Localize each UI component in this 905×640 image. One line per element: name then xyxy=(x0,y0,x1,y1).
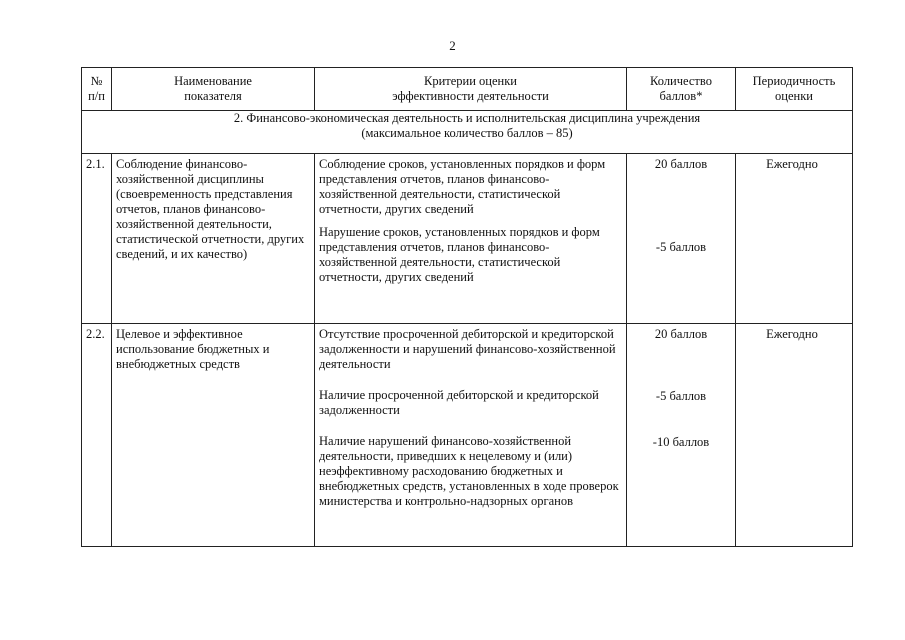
criterion-points: -5 баллов xyxy=(655,240,707,254)
header-row xyxy=(82,68,853,111)
criterion-points: -5 баллов xyxy=(655,389,707,403)
criteria-cell xyxy=(315,324,627,547)
header-criteria: Критерии оценки эффективности деятельности xyxy=(315,68,627,111)
criterion-points: 20 баллов xyxy=(654,157,708,171)
criteria-table xyxy=(81,67,853,547)
criterion-text: Соблюдение сроков, установленных порядков и форм представления отчетов, планов финансово-хозяйственной деятельности, статистической отчетности, других сведений xyxy=(319,157,606,216)
section-row xyxy=(82,111,853,154)
table-row xyxy=(82,324,853,547)
criterion-text: Наличие просроченной дебиторской и кредиторской задолженности xyxy=(319,388,599,417)
criterion-text: Нарушение сроков, установленных порядков и форм представления отчетов, планов финансово-хозяйственной деятельности, статистической отчетности, других сведений xyxy=(319,225,600,284)
table-row xyxy=(82,154,853,324)
header-period: Периодичность оценки xyxy=(736,68,853,111)
criteria-cell xyxy=(315,154,627,324)
points-cell xyxy=(627,154,736,324)
row-number: 2.2. xyxy=(82,324,112,547)
indicator-name: Соблюдение финансово-хозяйственной дисциплины (своевременность представления отчетов, планов финансово-хозяйственной деятельности, статистической отчетности, других сведений, и их качество) xyxy=(112,154,315,324)
criterion-text: Отсутствие просроченной дебиторской и кредиторской задолженности и нарушений финансово-хозяйственной деятельности xyxy=(319,327,616,371)
section-title-line1: 2. Финансово-экономическая деятельность и исполнительская дисциплина учреждения xyxy=(233,111,701,125)
points-cell xyxy=(627,324,736,547)
period-cell: Ежегодно xyxy=(736,154,853,324)
header-name: Наименование показателя xyxy=(112,68,315,111)
criterion-text: Наличие нарушений финансово-хозяйственной деятельности, приведших к нецелевому и (или) неэффективному расходованию бюджетных и внебюджетных средств, установленных в ходе проверок министерства и контрольно-надзорных органов xyxy=(319,434,619,508)
period-cell: Ежегодно xyxy=(736,324,853,547)
criterion-points: 20 баллов xyxy=(654,327,708,341)
header-points: Количество баллов* xyxy=(627,68,736,111)
row-number: 2.1. xyxy=(82,154,112,324)
section-title-line2: (максимальное количество баллов – 85) xyxy=(361,126,573,140)
indicator-name: Целевое и эффективное использование бюджетных и внебюджетных средств xyxy=(112,324,315,547)
criterion-points: -10 баллов xyxy=(652,435,710,449)
header-num: № п/п xyxy=(82,68,112,111)
page-number: 2 xyxy=(449,38,456,53)
section-title xyxy=(82,111,853,154)
